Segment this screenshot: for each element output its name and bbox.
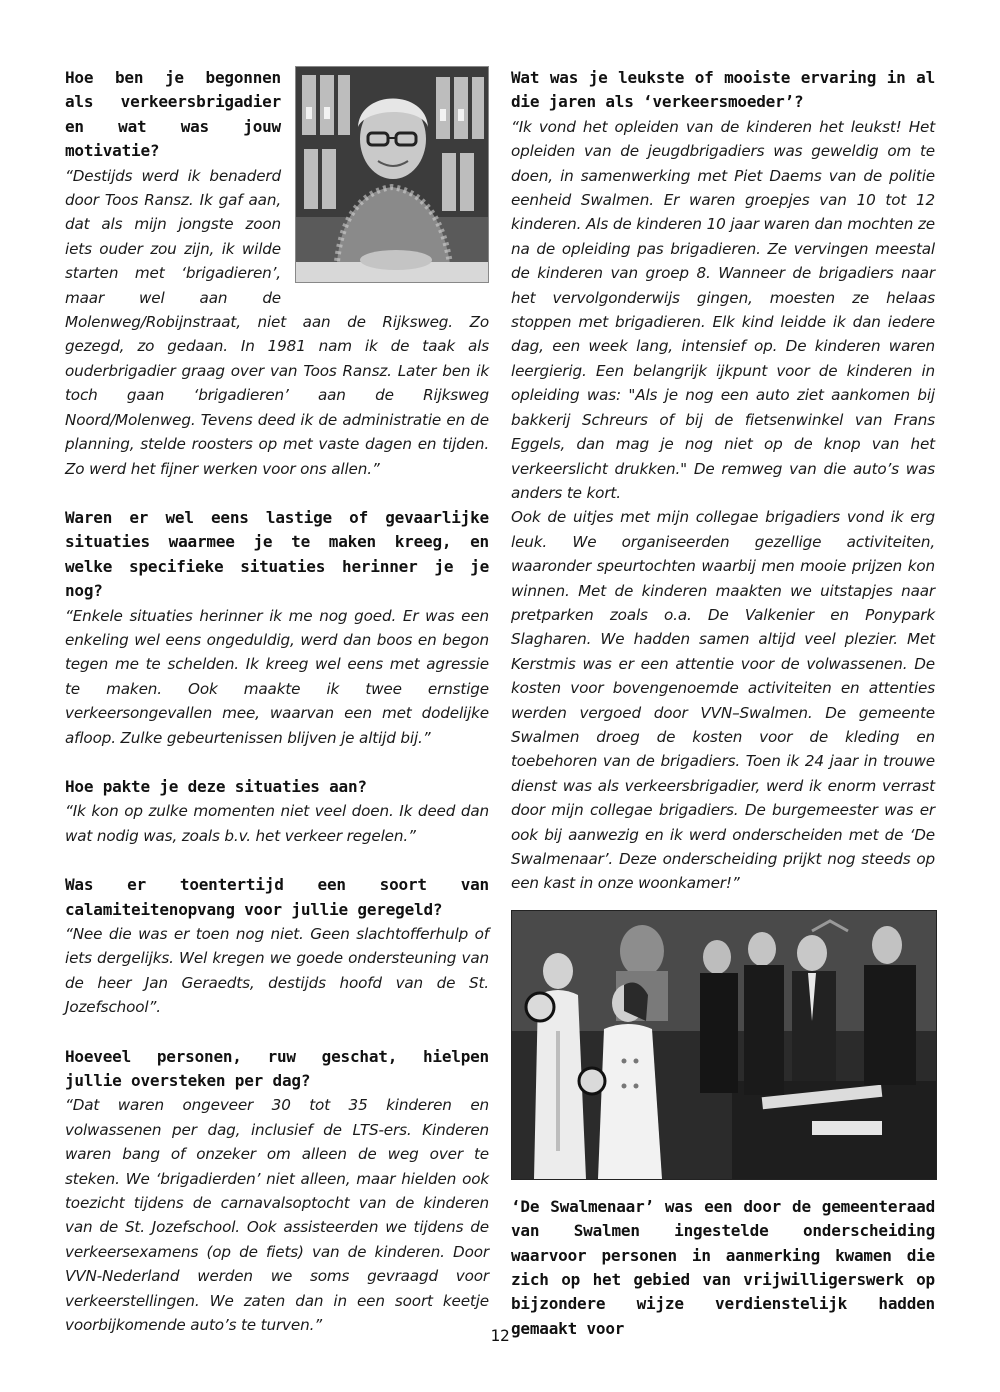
question-4: Was er toentertijd een soort van calamiteitenopvang voor jullie geregeld? xyxy=(65,875,489,919)
answer-4: “Nee die was er toen nog niet. Geen slachtofferhulp of iets dergelijks. Wel kregen we goede ondersteuning van de heer Jan Geraedts, destijds hoofd van de St. Jozefschool”. xyxy=(65,925,489,1017)
answer-1: “Destijds werd ik benaderd door Toos Ransz. Ik gaf aan, dat als mijn jongste zoon iets ouder zou zijn, ik wilde starten met ‘brigadieren’, maar wel aan de Molenweg/Robijnstraat, niet aan de Rijksweg. Zo gezegd, zo gedaan. In 1981 nam ik de taak als ouderbrigadier graag over van Toos Ransz. Later ben ik toch gaan ‘brigadieren’ aan de Rijksweg Noord/Molenweg. Tevens deed ik de administratie en de planning, stelde roosters op met vaste dagen en tijden. Zo werd het fijner werken voor ons allen.” xyxy=(65,166,489,478)
page-number: 12 xyxy=(490,1326,510,1345)
left-column xyxy=(65,66,489,1338)
right-column xyxy=(511,66,935,1341)
answer-6: “Ik vond het opleiden van de kinderen het leukst! Het opleiden van de jeugdbrigadiers was geweldig om te doen, in samenwerking met Piet Daems van de politie eenheid Swalmen. Er waren groepjes van 10 tot 12 kinderen. Als de kinderen 10 jaar waren dan mochten ze na de opleiding pas brigadieren. Ze vervingen meestal de kinderen van groep 8. Wanneer de brigadiers naar het vervolgonderwijs gingen, moesten ze helaas stoppen met brigadieren. Elk kind leidde ik dan iedere dag, een week lang, intensief op. De kinderen waren leergierig. Een belangrijk ijkpunt voor de kinderen in opleiding was: "Als je nog een auto ziet aankomen bij bakkerij Schreurs of bij de fietsenwinkel van Frans Eggels, dan mag je nog niet op de knop van het verkeerslicht drukken." De remweg van die auto’s was anders te kort. xyxy=(511,117,935,502)
historic-group-photo xyxy=(511,910,937,1180)
question-3: Hoe pakte je deze situaties aan? xyxy=(65,776,367,796)
answer-6-continued: Ook de uitjes met mijn collegae brigadiers vond ik erg leuk. We organiseerden gezellige activiteiten, waaronder speurtochten waarbij men mooie prijzen kon winnen. Met de kinderen maakten we uitstapjes naar pretparken zoals o.a. De Valkenier en Ponypark Slagharen. We hadden samen altijd veel plezier. Met Kerstmis was er een attentie voor de volwassenen. De kosten voor bovengenoemde activiteiten en attenties werden vergoed door VVN–Swalmen. De gemeente Swalmen droeg de kosten voor de kleding en toebehoren van de brigadiers. Toen ik 24 jaar in trouwe dienst was als verkeersbrigadier, werd ik enorm verrast door mijn collegae brigadiers. De burgemeester was er ook bij aanwezig en ik werd onderscheiden met de ‘De Swalmenaar’. Deze onderscheiding prijkt nog steeds op een kast in onze woonkamer!” xyxy=(511,508,935,893)
question-1: Hoe ben je begonnen als verkeersbrigadier en wat was jouw motivatie? xyxy=(65,68,281,161)
portrait-photo xyxy=(295,66,489,283)
answer-5: “Dat waren ongeveer 30 tot 35 kinderen en volwassenen per dag, inclusief de LTS-ers. Kinderen waren bang of onzeker om alleen de weg over te steken. We ‘brigadierden’ niet alleen, maar hielden ook toezicht tijdens de carnavalsoptocht van de kinderen van de St. Jozefschool. Ook assisteerden we tijdens de verkeersexamens (op de fiets) van de kinderen. Door VVN-Nederland werden we soms gevraagd voor verkeerstellingen. We zaten dan in een soort keetje voorbijkomende auto’s te turven.” xyxy=(65,1096,489,1335)
photo-caption: ‘De Swalmenaar’ was een door de gemeenteraad van Swalmen ingestelde onderscheiding waarvoor personen in aanmerking kwamen die zich op het gebied van vrijwilligerswerk op bijzondere wijze verdienstelijk hadden gemaakt voor xyxy=(511,1196,935,1338)
question-2: Waren er wel eens lastige of gevaarlijke situaties waarmee je te maken kreeg, en welke specifieke situaties herinner je je nog? xyxy=(65,507,489,601)
answer-3: “Ik kon op zulke momenten niet veel doen. Ik deed dan wat nodig was, zoals b.v. het verkeer regelen.” xyxy=(65,802,489,845)
question-5: Hoeveel personen, ruw geschat, hielpen jullie oversteken per dag? xyxy=(65,1046,489,1091)
answer-2: “Enkele situaties herinner ik me nog goed. Er was een enkeling wel eens ongeduldig, werd dan boos en begon tegen me te schelden. Ik kreeg wel eens met agressie te maken. Ook maakte ik twee ernstige verkeersongevallen mee, waarvan een met dodelijke afloop. Zulke gebeurtenissen blijven je altijd bij.” xyxy=(65,606,489,747)
question-6: Wat was je leukste of mooiste ervaring in al die jaren als ‘verkeersmoeder’? xyxy=(511,68,935,112)
